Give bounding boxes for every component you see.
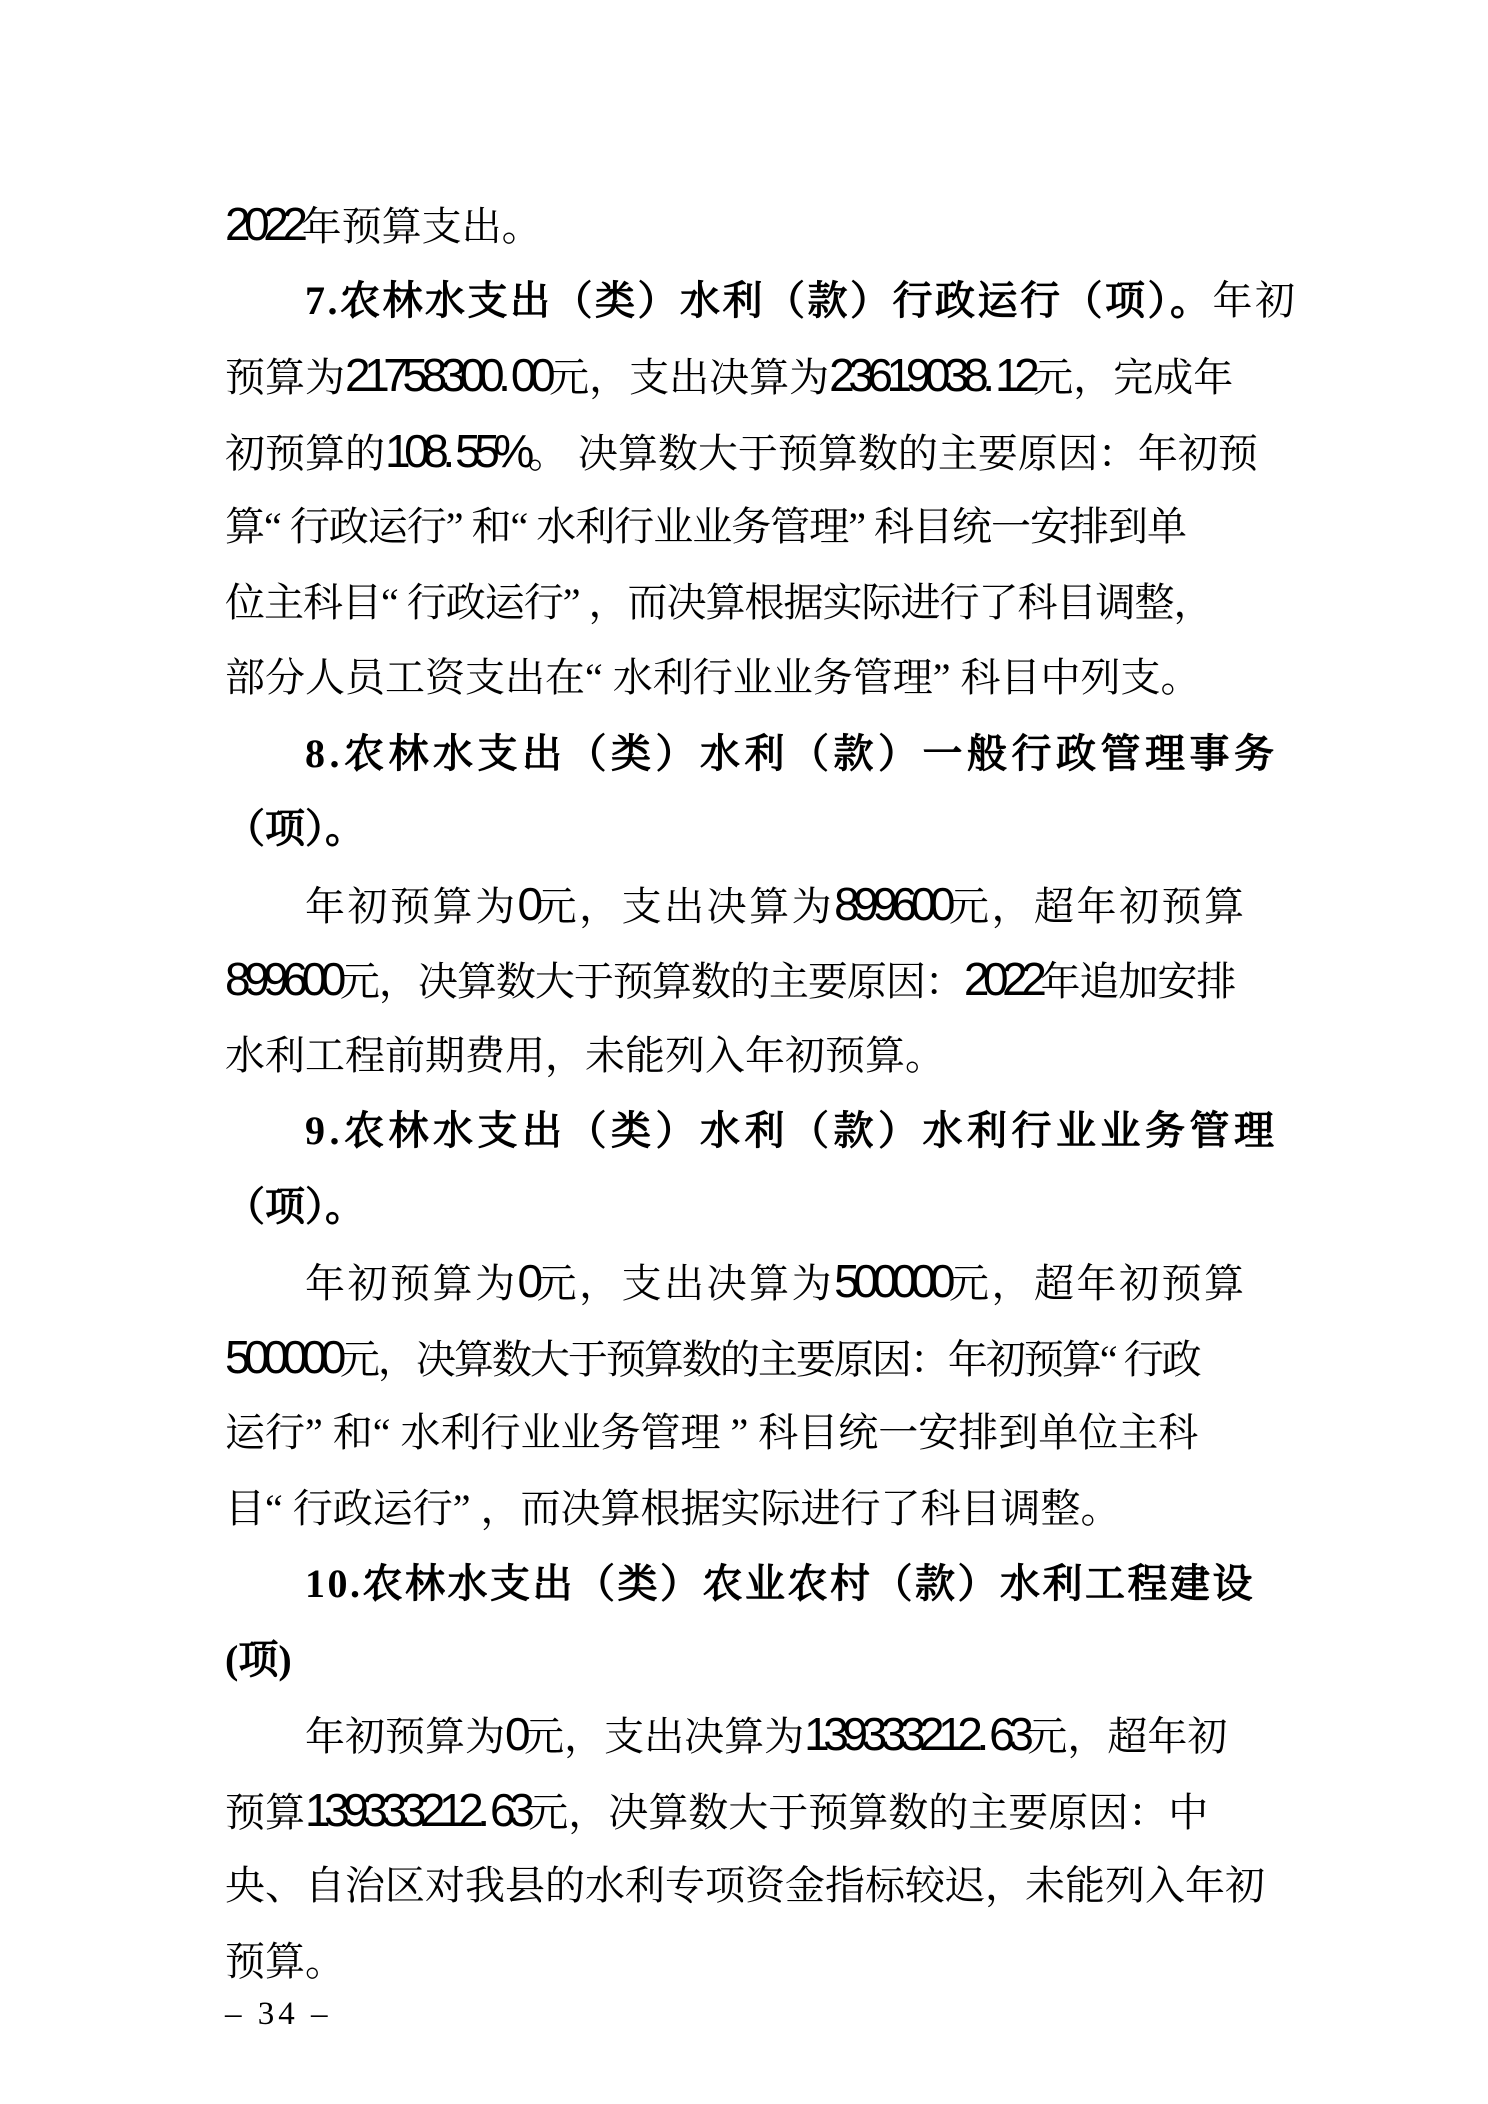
- body-text: 元，超年初预算: [949, 1261, 1247, 1306]
- heading-text: 10.农林水支出（类）农业农村（款）水利工程建设: [305, 1561, 1255, 1606]
- body-text: 元，完成年: [1033, 355, 1234, 400]
- text-line: [225, 640, 1270, 716]
- body-text: 年初预算为: [305, 883, 518, 929]
- numeric-text: 0: [517, 1255, 537, 1307]
- numeric-text: 0: [505, 1708, 525, 1760]
- text-line: [225, 716, 1279, 792]
- page-number: – 34 –: [225, 1996, 332, 2032]
- text-line: [225, 1924, 1270, 2000]
- numeric-text: 139333212. 63: [804, 1708, 1028, 1760]
- body-text: 。 决算数大于预算数的主要原因：年初预: [527, 430, 1258, 476]
- heading-text: （项）。: [225, 806, 365, 851]
- body-text: 初预算的: [225, 430, 385, 476]
- heading-text: 9.农林水支出（类）水利（款）水利行业业务管理: [305, 1108, 1279, 1153]
- body-text: 元，支出决算为: [524, 1714, 805, 1759]
- numeric-text: 500000: [225, 1330, 340, 1383]
- body-text: 预算为: [225, 355, 345, 400]
- heading-text: 8.农林水支出（类）水利（款）一般行政管理事务: [305, 730, 1279, 776]
- numeric-text: 108. 55%: [385, 424, 528, 477]
- body-text: 元，决算数大于预算数的主要原因：年初预算“ 行政: [339, 1336, 1200, 1382]
- text-line: [225, 263, 1298, 339]
- text-line: [225, 489, 1270, 565]
- numeric-text: 0: [517, 877, 537, 930]
- body-text: 部分人员工资支出在“ 水利行业业务管理” 科目中列支。: [225, 655, 1201, 700]
- body-text: 元，支出决算为: [549, 355, 830, 400]
- numeric-text: 899600: [225, 953, 340, 1005]
- body-text: 元，决算数大于预算数的主要原因：中: [528, 1789, 1209, 1835]
- body-text: 年初: [1212, 277, 1298, 323]
- numeric-text: 21758300. 00: [345, 349, 550, 401]
- heading-text: （项）。: [225, 1183, 365, 1229]
- text-line: [225, 1773, 1270, 1849]
- text-block: [225, 187, 1298, 1999]
- body-text: 预算。: [225, 1938, 345, 1984]
- numeric-text: 23619038. 12: [829, 349, 1034, 401]
- heading-text: (项): [225, 1636, 292, 1682]
- text-line: [225, 1848, 1270, 1924]
- body-text: 元，支出决算为: [536, 1261, 835, 1306]
- numeric-text: 139333212. 63: [305, 1783, 529, 1836]
- body-text: 目“ 行政运行” ，而决算根据实际进行了科目调整。: [225, 1485, 1121, 1531]
- text-line: [225, 1395, 1270, 1471]
- body-text: 年预算支出。: [301, 204, 542, 249]
- text-line: [225, 1018, 1270, 1094]
- text-line: [225, 187, 1270, 263]
- text-line: [225, 1244, 1270, 1320]
- body-text: 元，超年初预算: [949, 883, 1247, 929]
- text-line: [225, 867, 1270, 943]
- numeric-text: 500000: [834, 1255, 950, 1307]
- text-line: [225, 565, 1270, 641]
- body-text: 水利工程前期费用，未能列入年初预算。: [225, 1032, 945, 1078]
- text-line: [225, 1546, 1270, 1622]
- numeric-text: 2022: [963, 953, 1041, 1005]
- text-line: [225, 1622, 1270, 1698]
- text-line: [225, 1169, 1270, 1245]
- body-text: 年追加安排: [1040, 959, 1236, 1004]
- text-line: [225, 1093, 1279, 1169]
- text-line: [225, 414, 1270, 490]
- text-line: [225, 338, 1270, 414]
- body-text: 算“ 行政运行” 和“ 水利行业业务管理” 科目统一安排到单: [225, 504, 1187, 549]
- numeric-text: 899600: [834, 877, 950, 930]
- body-text: 元，支出决算为: [536, 883, 835, 929]
- body-text: 年初预算为: [305, 1714, 505, 1759]
- text-line: [225, 942, 1270, 1018]
- heading-text: 7.农林水支出（类）水利（款）行政运行（项）。: [305, 277, 1213, 323]
- numeric-text: 2022: [225, 198, 302, 250]
- body-text: 预算: [225, 1789, 305, 1835]
- body-text: 元，超年初: [1027, 1714, 1228, 1759]
- text-line: [225, 1320, 1270, 1396]
- body-text: 运行” 和“ 水利行业业务管理 ” 科目统一安排到单位主科: [225, 1410, 1199, 1455]
- body-text: 年初预算为: [305, 1261, 518, 1306]
- text-line: [225, 1471, 1270, 1547]
- text-line: [225, 791, 1270, 867]
- text-line: [225, 1697, 1270, 1773]
- body-text: 央、自治区对我县的水利专项资金指标较迟，未能列入年初: [225, 1863, 1265, 1908]
- body-text: 元，决算数大于预算数的主要原因：: [339, 959, 964, 1004]
- body-text: 位主科目“ 行政运行” ，而决算根据实际进行了科目调整，: [225, 579, 1213, 625]
